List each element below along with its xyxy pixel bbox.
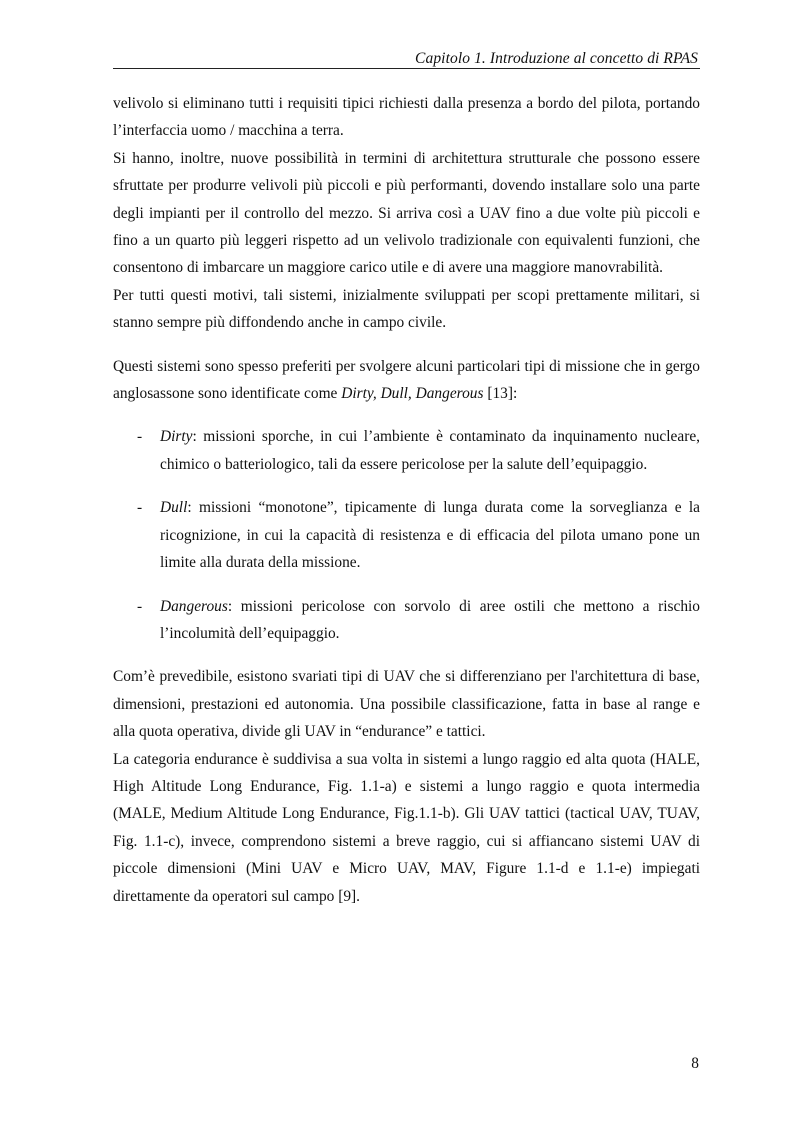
bullet-dash: -: [137, 499, 143, 517]
bullet-term: Dangerous: [160, 597, 228, 615]
paragraph-1: velivolo si eliminano tutti i requisiti tipici richiesti dalla presenza a bordo del pilota, portando l’interfaccia uomo / macchina a terra.: [113, 95, 700, 140]
chapter-title: Capitolo 1. Introduzione al concetto di RPAS: [415, 50, 698, 67]
paragraph-4: [113, 353, 700, 408]
paragraph-4-emphasis: Dirty, Dull, Dangerous: [341, 385, 484, 403]
bullet-text: : missioni “monotone”, tipicamente di lunga durata come la sorveglianza e la ricognizione, in cui la capacità di resistenza e di efficacia del pilota umano pone un limite alla durata della missione.: [160, 499, 700, 572]
page-body: [113, 90, 700, 910]
paragraph-4-text: Questi sistemi sono spesso preferiti per svolgere alcuni particolari tipi di missione che in gergo anglosassone sono identificate come: [113, 357, 700, 403]
bullet-dash: -: [137, 428, 143, 446]
paragraph-6: La categoria endurance è suddivisa a sua volta in sistemi a lungo raggio ed alta quota (HALE, High Altitude Long Endurance, Fig. 1.1-a) e sistemi a lungo raggio e quota intermedia (MALE, Medium Altitude Long Endurance, Fig.1.1-b). Gli UAV tattici (tactical UAV, TUAV, Fig. 1.1-c), invece, comprendono sistemi a breve raggio, cui si affiancano sistemi UAV di piccole dimensioni (Mini UAV e Micro UAV, MAV, Figure 1.1-d e 1.1-e) impiegati direttamente da operatori sul campo [9].: [113, 750, 700, 905]
paragraph-4-citation: [13]:: [483, 385, 518, 403]
bullet-term: Dull: [160, 499, 188, 517]
bullet-text: : missioni pericolose con sorvolo di aree ostili che mettono a rischio l’incolumità dell’equipaggio.: [160, 597, 700, 642]
bullet-dirty: [113, 423, 700, 478]
page-number: 8: [691, 1055, 699, 1072]
bullet-dash: -: [137, 597, 143, 615]
paragraph-2: Si hanno, inoltre, nuove possibilità in termini di architettura strutturale che possono essere sfruttate per produrre velivoli più piccoli e più performanti, dovendo installare solo una parte degli impianti per il controllo del mezzo. Si arriva così a UAV fino a due volte più piccoli e fino a un quarto più leggeri rispetto ad un velivolo tradizionale con equivalenti funzioni, che consentono di imbarcare un maggiore carico utile e di avere una maggiore manovrabilità.: [113, 149, 700, 277]
bullet-term: Dirty: [160, 428, 193, 446]
paragraph-5: Com’è prevedibile, esistono svariati tipi di UAV che si differenziano per l'architettura di base, dimensioni, prestazioni ed autonomia. Una possibile classificazione, fatta in base al range e alla quota operativa, divide gli UAV in “endurance” e tattici.: [113, 668, 700, 741]
bullet-text: : missioni sporche, in cui l’ambiente è contaminato da inquinamento nucleare, chimico o batteriologico, tali da essere pericolose per la salute dell’equipaggio.: [160, 428, 700, 473]
running-header: [113, 48, 700, 69]
bullet-dangerous: [113, 593, 700, 648]
bullet-dull: [113, 494, 700, 576]
paragraph-3: Per tutti questi motivi, tali sistemi, inizialmente sviluppati per scopi prettamente militari, si stanno sempre più diffondendo anche in campo civile.: [113, 286, 700, 332]
